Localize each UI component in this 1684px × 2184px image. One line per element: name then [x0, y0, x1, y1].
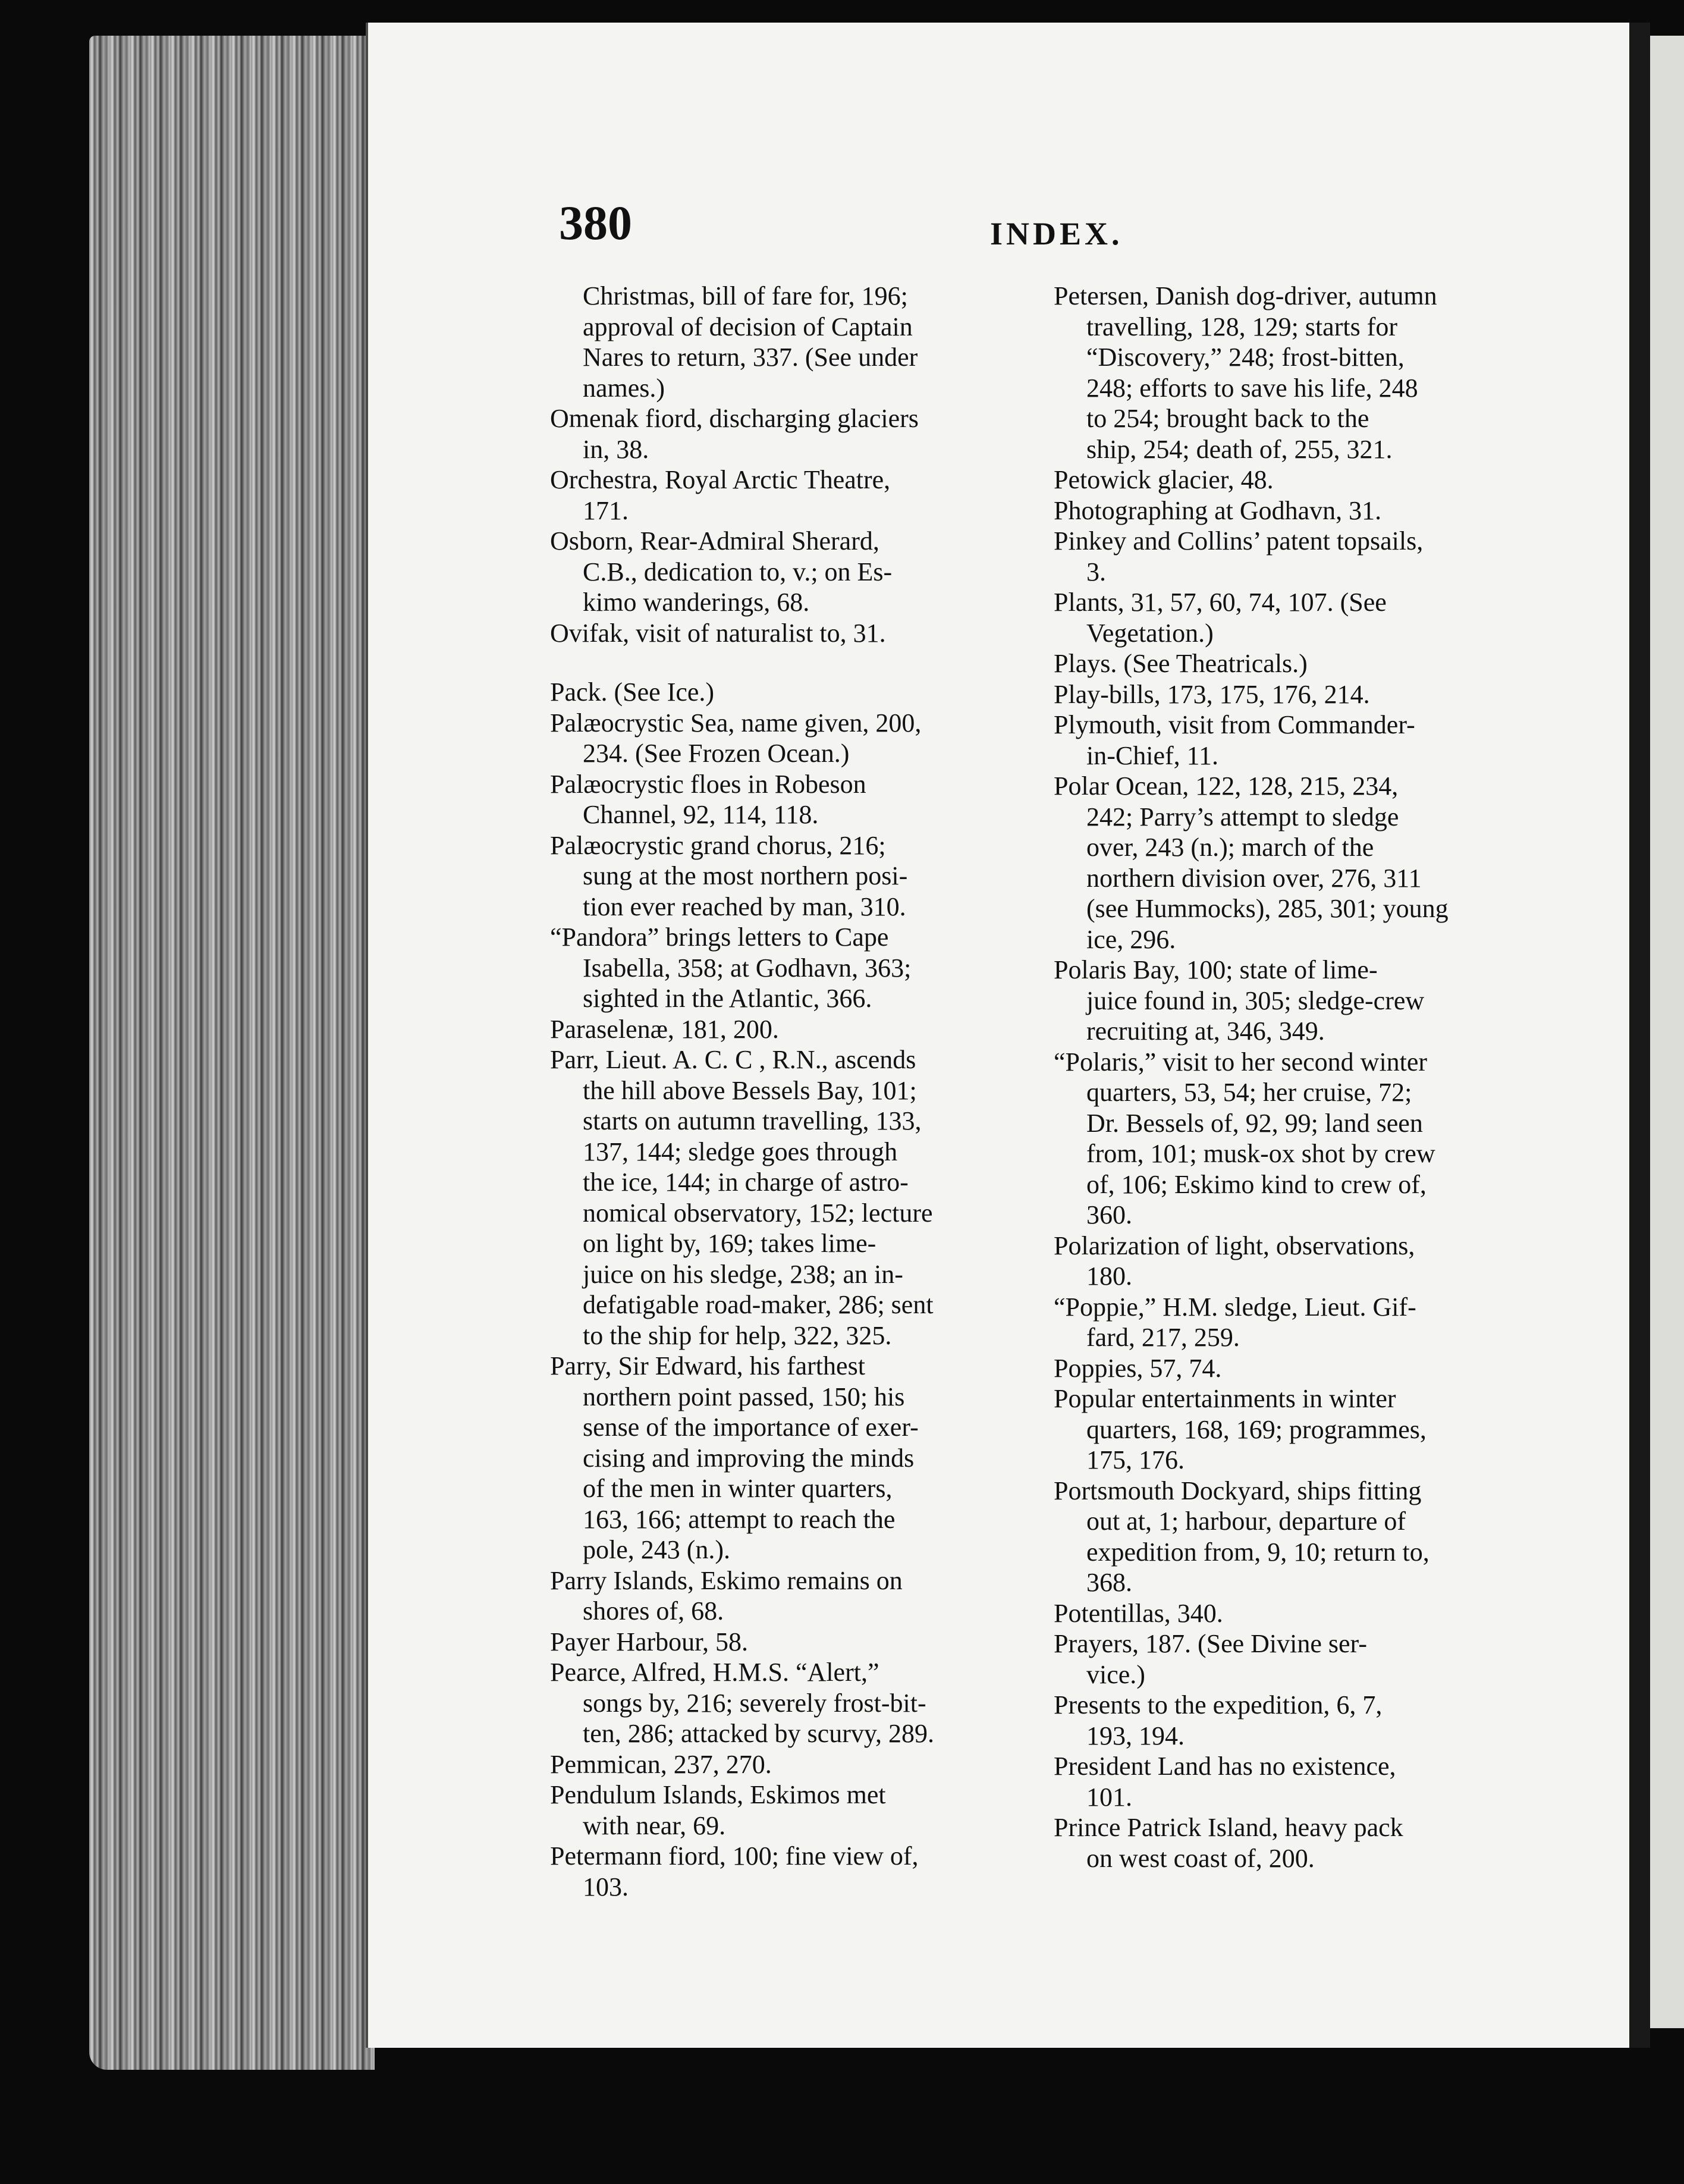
index-entry-line: Ovifak, visit of naturalist to, 31. [550, 618, 886, 648]
index-entry [550, 1014, 1032, 1045]
index-entry-line: sense of the importance of exer- [583, 1413, 919, 1442]
index-entry-line: 101. [1086, 1782, 1132, 1812]
index-entry [550, 922, 1032, 1014]
index-entry-line: of, 106; Eskimo kind to crew of, [1086, 1169, 1427, 1199]
index-entry-line: Poppies, 57, 74. [1054, 1353, 1222, 1383]
index-entry [550, 403, 1032, 465]
index-column-right [1054, 281, 1529, 1874]
index-entry-line: 3. [1086, 557, 1106, 586]
index-entry-line: Palæocrystic grand chorus, 216; [550, 830, 886, 860]
index-entry [1054, 1690, 1529, 1751]
index-entry-line: ice, 296. [1086, 924, 1176, 954]
index-entry-line: Osborn, Rear-Admiral Sherard, [550, 526, 879, 556]
index-entry [1054, 955, 1529, 1047]
index-entry-line: Parry, Sir Edward, his farthest [550, 1351, 865, 1380]
index-entry [550, 708, 1032, 769]
index-entry [1054, 648, 1529, 679]
index-entry-line: 163, 166; attempt to reach the [583, 1504, 896, 1534]
index-entry-line: approval of decision of Captain [583, 312, 913, 341]
index-entry [1054, 1476, 1529, 1598]
index-entry-line: Popular entertainments in winter [1054, 1384, 1396, 1413]
index-entry-line: 360. [1086, 1200, 1132, 1229]
index-entry [1054, 1353, 1529, 1384]
index-entry-line: in-Chief, 11. [1086, 740, 1218, 770]
index-entry-line: “Pandora” brings letters to Cape [550, 922, 889, 952]
index-entry-line: sung at the most northern posi- [583, 861, 908, 890]
index-entry-line: vice.) [1086, 1659, 1145, 1689]
index-entry-line: Portsmouth Dockyard, ships fitting [1054, 1476, 1422, 1505]
index-entry [550, 281, 1032, 403]
index-entry-line: defatigable road-maker, 286; sent [583, 1290, 934, 1319]
index-entry-line: Pendulum Islands, Eskimos met [550, 1780, 886, 1809]
index-entry-line: “Polaris,” visit to her second winter [1054, 1047, 1428, 1077]
index-entry-line: Prayers, 187. (See Divine ser- [1054, 1629, 1367, 1658]
index-entry-line: 171. [583, 495, 629, 525]
index-entry-line: Photographing at Godhavn, 31. [1054, 495, 1382, 525]
index-entry [550, 526, 1032, 618]
index-entry-line: to the ship for help, 322, 325. [583, 1320, 892, 1350]
index-entry [1054, 1812, 1529, 1874]
index-entry [1054, 1231, 1529, 1292]
index-entry-line: Payer Harbour, 58. [550, 1627, 749, 1656]
index-entry-line: “Discovery,” 248; frost-bitten, [1086, 343, 1405, 372]
index-entry-line: out at, 1; harbour, departure of [1086, 1507, 1406, 1536]
index-entry-line: expedition from, 9, 10; return to, [1086, 1537, 1429, 1567]
index-entry [1054, 281, 1529, 465]
index-entry-line: on light by, 169; takes lime- [583, 1229, 876, 1258]
index-entry-line: Petowick glacier, 48. [1054, 465, 1274, 494]
index-entry-line: 193, 194. [1086, 1721, 1185, 1750]
index-entry-line: nomical observatory, 152; lecture [583, 1198, 933, 1228]
index-entry [1054, 1047, 1529, 1231]
index-entry-line: Omenak fiord, discharging glaciers [550, 404, 919, 433]
index-entry [1054, 465, 1529, 495]
index-entry-line: sighted in the Atlantic, 366. [583, 984, 872, 1013]
section-break [550, 648, 1032, 677]
index-entry-line: kimo wanderings, 68. [583, 588, 810, 617]
index-entry-line: Channel, 92, 114, 118. [583, 800, 819, 829]
index-entry-line: travelling, 128, 129; starts for [1086, 312, 1398, 341]
index-entry-line: ten, 286; attacked by scurvy, 289. [583, 1719, 934, 1748]
index-entry-line: Pearce, Alfred, H.M.S. “Alert,” [550, 1658, 879, 1687]
index-entry-line: Pinkey and Collins’ patent topsails, [1054, 526, 1424, 556]
index-entry-line: “Poppie,” H.M. sledge, Lieut. Gif- [1054, 1292, 1416, 1322]
index-entry [550, 1657, 1032, 1749]
index-entry-line: the hill above Bessels Bay, 101; [583, 1075, 917, 1105]
index-entry [550, 618, 1032, 649]
index-entry-line: 248; efforts to save his life, 248 [1086, 373, 1418, 403]
index-entry-line: pole, 243 (n.). [583, 1535, 731, 1564]
index-entry [1054, 771, 1529, 955]
index-entry [550, 677, 1032, 708]
index-entry [550, 1627, 1032, 1658]
page-gutter [1629, 23, 1650, 2048]
index-entry-line: Polar Ocean, 122, 128, 215, 234, [1054, 771, 1399, 801]
index-entry [1054, 1292, 1529, 1353]
index-entry-line: Petersen, Danish dog-driver, autumn [1054, 281, 1437, 310]
index-entry-line: over, 243 (n.); march of the [1086, 833, 1374, 862]
index-entry-line: Isabella, 358; at Godhavn, 363; [583, 953, 912, 983]
index-entry-line: 242; Parry’s attempt to sledge [1086, 802, 1399, 831]
index-entry [550, 1351, 1032, 1565]
index-entry-line: Plays. (See Theatricals.) [1054, 649, 1308, 678]
index-entry-line: northern point passed, 150; his [583, 1382, 905, 1411]
index-entry-line: northern division over, 276, 311 [1086, 863, 1422, 893]
page-edges [89, 36, 375, 2070]
index-entry-line: Plants, 31, 57, 60, 74, 107. (See [1054, 588, 1387, 617]
index-entry-line: Polarization of light, observations, [1054, 1231, 1415, 1260]
index-entry-line: President Land has no existence, [1054, 1752, 1396, 1781]
index-column-left [550, 281, 1032, 1902]
index-entry-line: Presents to the expedition, 6, 7, [1054, 1690, 1383, 1719]
index-entry-line: with near, 69. [583, 1810, 726, 1840]
index-entry-line: (see Hummocks), 285, 301; young [1086, 894, 1449, 923]
index-entry [550, 1565, 1032, 1627]
index-entry [1054, 1598, 1529, 1629]
index-entry-line: starts on autumn travelling, 133, [583, 1106, 922, 1135]
index-entry-line: Pack. (See Ice.) [550, 677, 715, 707]
index-entry [1054, 587, 1529, 648]
index-entry-line: from, 101; musk-ox shot by crew [1086, 1139, 1435, 1168]
index-entry-line: fard, 217, 259. [1086, 1323, 1240, 1352]
index-entry-line: Nares to return, 337. (See under [583, 343, 918, 372]
index-entry-line: 137, 144; sledge goes through [583, 1137, 898, 1166]
index-entry-line: in, 38. [583, 434, 649, 464]
index-entry-line: 103. [583, 1872, 629, 1901]
index-entry [550, 465, 1032, 526]
index-entry-line: Potentillas, 340. [1054, 1598, 1223, 1628]
index-entry [550, 769, 1032, 830]
index-entry-line: 180. [1086, 1262, 1132, 1291]
index-entry-line: Polaris Bay, 100; state of lime- [1054, 955, 1378, 984]
index-entry-line: Prince Patrick Island, heavy pack [1054, 1813, 1403, 1842]
index-entry [550, 1780, 1032, 1841]
index-entry-line: 175, 176. [1086, 1445, 1185, 1474]
index-entry [1054, 526, 1529, 587]
index-entry-line: shores of, 68. [583, 1596, 724, 1626]
index-entry [1054, 1383, 1529, 1476]
index-entry-line: Palæocrystic floes in Robeson [550, 769, 866, 799]
index-entry-line: Palæocrystic Sea, name given, 200, [550, 708, 922, 738]
page-number: 380 [559, 196, 632, 250]
index-entry-line: Orchestra, Royal Arctic Theatre, [550, 465, 891, 494]
index-entry-line: ship, 254; death of, 255, 321. [1086, 434, 1393, 464]
index-entry-line: Plymouth, visit from Commander- [1054, 710, 1415, 739]
index-entry [1054, 1751, 1529, 1812]
next-page-edge [1650, 36, 1684, 2028]
index-entry [550, 1044, 1032, 1351]
index-entry-line: Dr. Bessels of, 92, 99; land seen [1086, 1108, 1423, 1138]
index-entry-line: 368. [1086, 1568, 1132, 1597]
index-entry [1054, 1628, 1529, 1690]
index-entry [1054, 495, 1529, 526]
index-entry-line: Parr, Lieut. A. C. C , R.N., ascends [550, 1045, 916, 1074]
index-entry-line: tion ever reached by man, 310. [583, 892, 906, 921]
index-entry-line: Petermann fiord, 100; fine view of, [550, 1841, 919, 1871]
index-entry-line: juice on his sledge, 238; an in- [583, 1259, 903, 1289]
index-entry-line: to 254; brought back to the [1086, 404, 1369, 433]
index-entry-line: the ice, 144; in charge of astro- [583, 1168, 909, 1197]
index-entry-line: quarters, 53, 54; her cruise, 72; [1086, 1078, 1412, 1107]
index-entry-line: cising and improving the minds [583, 1443, 915, 1473]
index-entry-line: 234. (See Frozen Ocean.) [583, 739, 850, 768]
index-entry [550, 1749, 1032, 1780]
running-header: INDEX. [990, 216, 1123, 252]
index-entry [550, 1841, 1032, 1902]
index-entry-line: quarters, 168, 169; programmes, [1086, 1414, 1427, 1444]
index-entry-line: songs by, 216; severely frost-bit- [583, 1688, 926, 1718]
index-entry-line: C.B., dedication to, v.; on Es- [583, 557, 893, 586]
index-entry-line: Vegetation.) [1086, 618, 1214, 648]
index-entry-line: names.) [583, 373, 665, 403]
index-entry-line: Parry Islands, Eskimo remains on [550, 1565, 903, 1595]
index-entry-line: of the men in winter quarters, [583, 1474, 893, 1503]
index-entry-line: Christmas, bill of fare for, 196; [583, 281, 908, 310]
index-entry-line: Paraselenæ, 181, 200. [550, 1014, 779, 1044]
index-entry [1054, 710, 1529, 771]
index-entry-line: on west coast of, 200. [1086, 1843, 1315, 1873]
index-entry [1054, 679, 1529, 710]
index-entry-line: recruiting at, 346, 349. [1086, 1016, 1325, 1046]
index-entry-line: Pemmican, 237, 270. [550, 1749, 772, 1779]
index-entry-line: Play-bills, 173, 175, 176, 214. [1054, 679, 1370, 709]
index-entry-line: juice found in, 305; sledge-crew [1086, 986, 1425, 1015]
index-entry [550, 830, 1032, 922]
